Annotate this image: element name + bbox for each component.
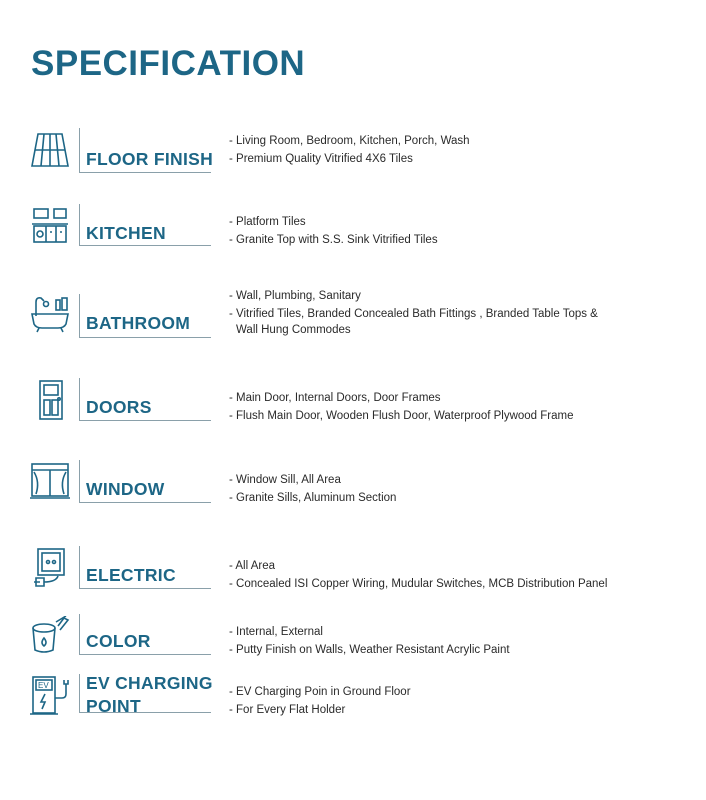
spec-list	[229, 624, 669, 660]
door-icon	[30, 380, 70, 420]
spec-item: - Living Room, Bedroom, Kitchen, Porch, Wash	[229, 135, 470, 147]
spec-list	[229, 472, 669, 508]
spec-list	[229, 214, 669, 250]
section-heading: WINDOW	[86, 479, 165, 499]
spec-item: - Granite Top with S.S. Sink Vitrified Tiles	[229, 234, 438, 246]
spec-item: - Internal, External	[229, 626, 323, 638]
spec-list	[229, 558, 669, 594]
spec-list	[229, 390, 669, 426]
spec-item: - Premium Quality Vitrified 4X6 Tiles	[229, 153, 413, 165]
spec-list	[229, 684, 669, 720]
section-heading: FLOOR FINISH	[86, 149, 214, 169]
window-icon	[30, 462, 70, 502]
spec-item: - Granite Sills, Aluminum Section	[229, 492, 397, 504]
spec-item: - EV Charging Poin in Ground Floor	[229, 686, 411, 698]
kitchen-icon	[30, 206, 70, 246]
spec-item: - For Every Flat Holder	[229, 704, 346, 716]
spec-item: - Wall, Plumbing, Sanitary	[229, 290, 361, 302]
spec-item: - Putty Finish on Walls, Weather Resistant Acrylic Paint	[229, 644, 510, 656]
spec-item: - Flush Main Door, Wooden Flush Door, Waterproof Plywood Frame	[229, 410, 574, 422]
section-heading: BATHROOM	[86, 313, 191, 333]
section-heading: ELECTRIC	[86, 565, 176, 585]
svg-text:EV: EV	[38, 681, 49, 690]
floor-tiles-icon	[30, 130, 70, 170]
spec-item: - Concealed ISI Copper Wiring, Mudular Switches, MCB Distribution Panel	[229, 578, 608, 590]
spec-list	[229, 133, 669, 169]
ev-charger-icon	[30, 676, 70, 716]
spec-list	[229, 288, 669, 340]
section-heading-line-2: POINT	[86, 696, 141, 716]
spec-item: - Platform Tiles	[229, 216, 306, 228]
spec-item: - Window Sill, All Area	[229, 474, 341, 486]
section-heading: DOORS	[86, 397, 152, 417]
spec-item: - All Area	[229, 560, 276, 572]
paint-bucket-icon	[30, 616, 70, 656]
spec-item: - Main Door, Internal Doors, Door Frames	[229, 392, 441, 404]
spec-item: - Vitrified Tiles, Branded Concealed Bath Fittings , Branded Table Tops & Wall Hung Commodes	[229, 308, 598, 336]
page-title: SPECIFICATION	[31, 44, 306, 83]
section-heading: KITCHEN	[86, 223, 166, 243]
section-heading-line-1: EV CHARGING	[86, 673, 213, 693]
electric-socket-icon	[30, 548, 70, 588]
bathtub-icon	[30, 294, 70, 334]
section-heading: COLOR	[86, 631, 151, 651]
